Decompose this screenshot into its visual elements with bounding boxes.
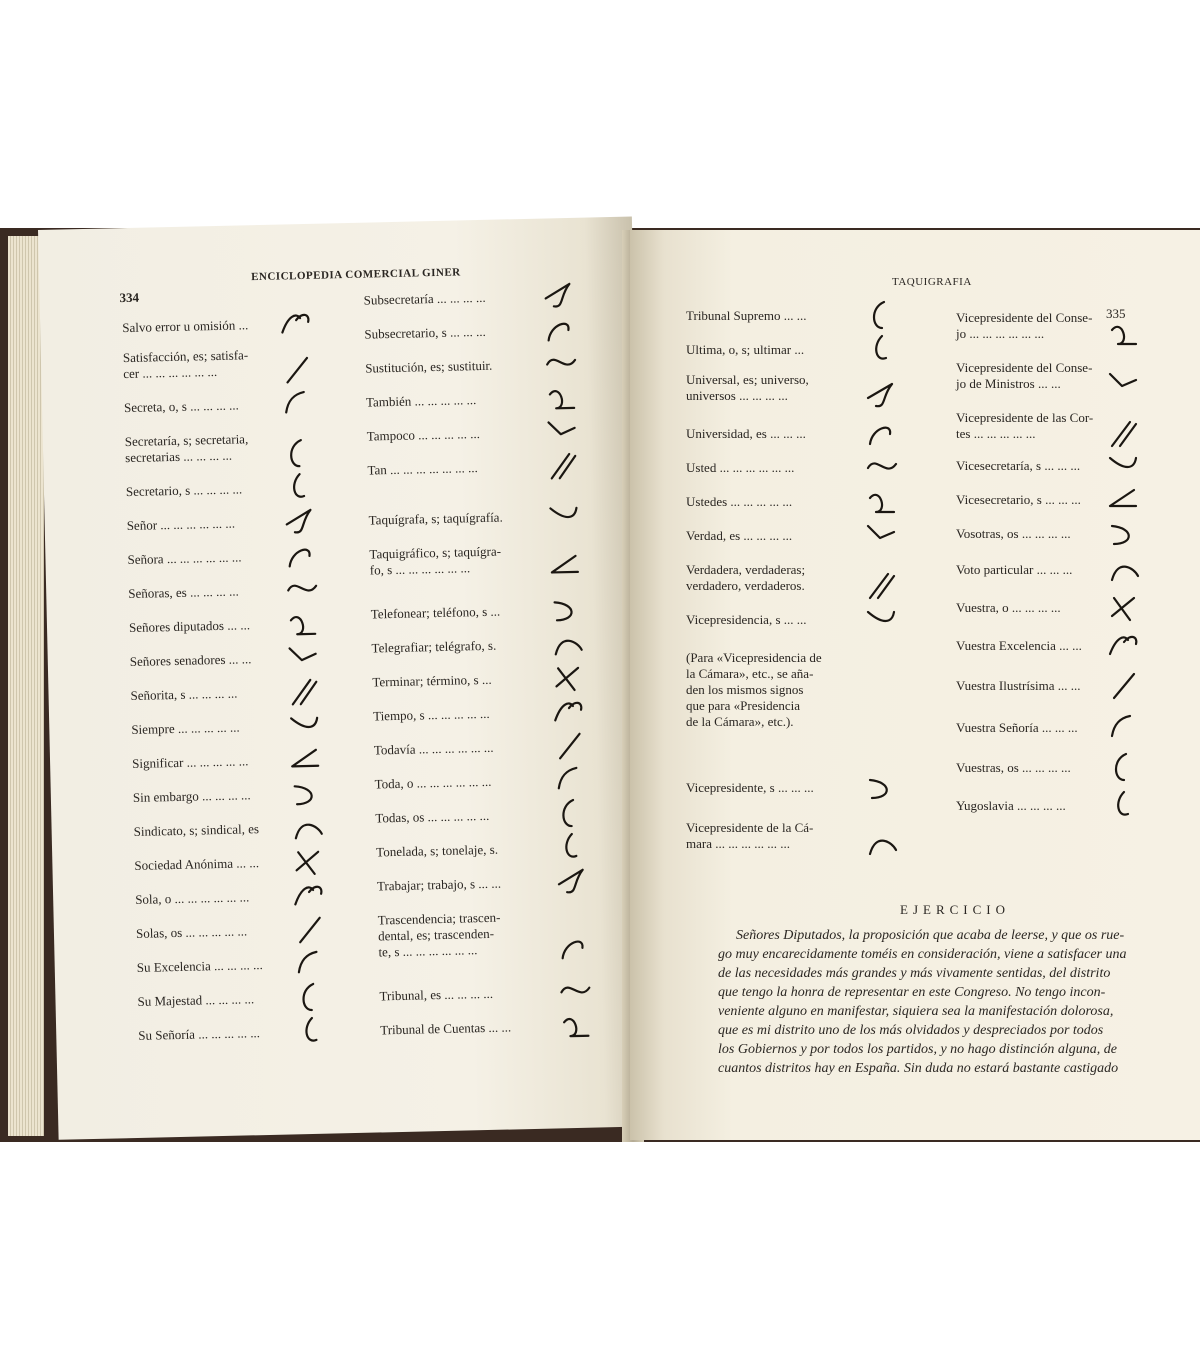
entry-line: Sindicato, s; sindical, es [133, 821, 260, 839]
entry-line: Telefonear; teléfono, s ... [370, 603, 501, 622]
entry-term [956, 600, 1061, 616]
shorthand-sign-icon [862, 332, 902, 366]
entry-term [134, 855, 259, 874]
entry-line: Señorita, s ... ... ... ... [130, 685, 238, 704]
right-page [630, 230, 1200, 1140]
entry-term [366, 392, 477, 410]
entry-line: Señor ... ... ... ... ... ... [126, 515, 236, 534]
shorthand-sign-icon [1104, 590, 1144, 624]
entry-term [128, 584, 239, 603]
shorthand-sign-icon [1104, 416, 1144, 450]
shorthand-sign-icon [280, 504, 321, 539]
shorthand-sign-icon [544, 498, 585, 533]
entry-line: Vicepresidencia, s ... ... [686, 612, 807, 627]
entry-term [686, 308, 807, 324]
page-number: 334 [119, 289, 140, 306]
running-header: ENCICLOPEDIA COMERCIAL GINER [250, 266, 461, 284]
entry-line: Usted ... ... ... ... ... ... [686, 460, 795, 475]
entry-term [131, 720, 240, 738]
entry-term [686, 650, 822, 730]
entry-line: Su Excelencia ... ... ... ... [136, 957, 263, 975]
entry-term [686, 494, 792, 510]
entry-term [686, 528, 792, 544]
shorthand-sign-icon [1104, 516, 1144, 550]
entry-term [373, 706, 490, 725]
exercise-line: go muy encarecidamente toméis en consideración, viene a satisfacer una [718, 947, 1127, 962]
exercise-line: de las necesidades más grandes y más vivamente sentidas, del distrito [718, 966, 1111, 981]
entry-line: Vuestra Ilustrísima ... ... [956, 678, 1081, 693]
entry-term [371, 638, 496, 657]
shorthand-sign-icon [862, 602, 902, 636]
entry-line: Tribunal Supremo ... ... [686, 308, 807, 323]
entry-line: Señoras, es ... ... ... ... [128, 583, 239, 602]
entry-term [374, 740, 494, 759]
entry-term [956, 458, 1080, 474]
entry-line: Significar ... ... ... ... ... [131, 753, 249, 771]
entry-term [956, 492, 1081, 508]
entry-line: Vicepresidente de la Cá- [686, 820, 814, 835]
entry-line: Vuestra Excelencia ... ... [956, 638, 1082, 653]
shorthand-sign-icon [1104, 366, 1144, 400]
entry-line: Verdad, es ... ... ... ... [686, 528, 793, 543]
shorthand-sign-icon [291, 980, 332, 1015]
entry-term [127, 516, 236, 534]
entry-line: Vosotras, os ... ... ... ... [956, 526, 1071, 541]
shorthand-sign-icon [543, 448, 584, 483]
entry-line: Yugoslavia ... ... ... ... [956, 798, 1066, 813]
entry-term [123, 347, 249, 382]
entry-line: Su Señoría ... ... ... ... ... [138, 1025, 261, 1043]
entry-line: Señores senadores ... ... [129, 651, 252, 670]
entry-line: Telegrafiar; telégrafo, s. [371, 637, 497, 656]
entry-line: Salvo error u omisión ... [122, 317, 249, 336]
entry-line: Solas, os ... ... ... ... ... [135, 923, 248, 941]
shorthand-sign-icon [1104, 668, 1144, 702]
entry-term [369, 544, 501, 579]
entry-line: que para «Presidencia [686, 698, 801, 713]
shorthand-sign-icon [1104, 316, 1144, 350]
entry-line: Tonelada, s; tonelaje, s. [376, 841, 499, 860]
shorthand-sign-icon [1104, 710, 1144, 744]
entry-line: Vuestra, o ... ... ... ... [956, 600, 1061, 615]
entry-line: fo, s ... ... ... ... ... ... [369, 560, 471, 578]
entry-line: Sin embargo ... ... ... ... [132, 787, 251, 805]
shorthand-sign-icon [862, 378, 902, 412]
entry-term [956, 562, 1072, 578]
entry-line: jo de Ministros ... ... [956, 376, 1061, 391]
entry-term [956, 410, 1093, 442]
shorthand-sign-icon [292, 1014, 333, 1049]
entry-line: Terminar; término, s ... [372, 671, 492, 690]
shorthand-sign-icon [281, 538, 322, 573]
entry-term [377, 876, 501, 895]
entry-line: jo ... ... ... ... ... ... [956, 326, 1045, 341]
entry-term [379, 986, 493, 1005]
entry-term [378, 910, 502, 961]
entry-term [956, 678, 1081, 694]
entry-line: Tiempo, s ... ... ... ... ... [372, 705, 490, 724]
exercise-line: que tengo la honra de representar en este Congreso. No tengo incon- [718, 985, 1106, 1000]
entry-line: Sustitución, es; sustituir. [365, 357, 493, 376]
entry-line: Ustedes ... ... ... ... ... [686, 494, 793, 509]
entry-term [134, 821, 260, 840]
entry-line: Satisfacción, es; satisfa- [122, 347, 249, 366]
entry-line: Sola, o ... ... ... ... ... ... [135, 889, 250, 907]
entry-term [956, 720, 1078, 736]
shorthand-sign-icon [290, 946, 331, 981]
entry-line: Señores diputados ... ... [128, 617, 251, 636]
shorthand-sign-icon [862, 826, 902, 860]
shorthand-sign-icon [862, 416, 902, 450]
entry-term [956, 760, 1071, 776]
shorthand-sign-icon [539, 278, 580, 313]
entry-term [956, 310, 1092, 342]
running-header: TAQUIGRAFIA [892, 276, 972, 288]
shorthand-sign-icon [279, 436, 320, 471]
entry-line: Secretaría, s; secretaria, [124, 431, 249, 450]
entry-line: Tampoco ... ... ... ... ... [366, 426, 481, 444]
entry-term [132, 753, 249, 772]
entry-line: de la Cámara», etc.). [686, 714, 794, 729]
shorthand-sign-icon [862, 568, 902, 602]
entry-line: la Cámara», etc., se aña- [686, 666, 814, 681]
shorthand-sign-icon [288, 844, 329, 879]
entry-term [127, 549, 241, 568]
entry-line: Vicesecretario, s ... ... ... [956, 492, 1081, 507]
shorthand-sign-icon [278, 386, 319, 421]
shorthand-sign-icon [282, 572, 323, 607]
shorthand-sign-icon [553, 864, 594, 899]
shorthand-sign-icon [290, 912, 331, 947]
entry-term [137, 991, 254, 1010]
entry-line: (Para «Vicepresidencia de [686, 650, 822, 665]
entry-line: Secretario, s ... ... ... ... [125, 481, 243, 500]
shorthand-sign-icon [862, 484, 902, 518]
entry-term [686, 460, 794, 476]
entry-line: Taquígrafa, s; taquígrafía. [368, 509, 503, 528]
entry-term [368, 510, 502, 529]
shorthand-sign-icon [552, 830, 593, 865]
exercise-line: que es mi distrito uno de los más olvidados y despreciados por todos [718, 1023, 1104, 1038]
entry-term [374, 774, 491, 793]
entry-line: Subsecretaría ... ... ... ... [363, 289, 486, 308]
entry-line: mara ... ... ... ... ... ... [686, 836, 790, 851]
shorthand-sign-icon [545, 548, 586, 583]
entry-line: Siempre ... ... ... ... ... [131, 719, 240, 738]
shorthand-sign-icon [542, 380, 583, 415]
entry-line: Trabajar; trabajo, s ... ... [376, 875, 502, 894]
entry-term [133, 787, 251, 806]
entry-line: Vicesecretaría, s ... ... ... [956, 458, 1081, 473]
entry-line: Vicepresidente del Conse- [956, 310, 1093, 325]
page-edges [8, 236, 44, 1136]
entry-term [686, 372, 809, 404]
entry-line: Taquigráfico, s; taquígra- [369, 543, 502, 562]
entry-term [125, 431, 249, 466]
entry-line: Trascendencia; trascen- [377, 909, 501, 928]
exercise-line: Señores Diputados, la proposición que acaba de leerse, y que os rue- [736, 928, 1125, 943]
shorthand-sign-icon [862, 450, 902, 484]
entry-line: den los mismos signos [686, 682, 804, 697]
entry-line: verdadero, verdaderos. [686, 578, 805, 593]
entry-term [956, 798, 1066, 814]
exercise-line: los Gobiernos y por todos los partidos, y no hago distinción alguna, de [718, 1042, 1117, 1057]
entry-term [686, 426, 806, 442]
entry-line: Universidad, es ... ... ... [686, 426, 806, 441]
entry-line: secretarias ... ... ... ... [125, 447, 233, 466]
shorthand-sign-icon [285, 708, 326, 743]
exercise-line: cuantos distritos hay en España. Sin duda no estará bastante castigado [718, 1061, 1119, 1076]
entry-line: tes ... ... ... ... ... [956, 426, 1036, 441]
shorthand-sign-icon [1104, 788, 1144, 822]
entry-term [956, 638, 1082, 654]
shorthand-sign-icon [284, 674, 325, 709]
entry-term [686, 342, 804, 358]
entry-term [380, 1019, 511, 1038]
shorthand-sign-icon [546, 592, 587, 627]
entry-line: Señora ... ... ... ... ... ... [127, 549, 242, 568]
entry-term [367, 460, 478, 478]
entry-line: También ... ... ... ... ... [365, 392, 477, 410]
shorthand-sign-icon [540, 312, 581, 347]
entry-term [372, 672, 492, 691]
shorthand-sign-icon [862, 298, 902, 332]
entry-term [376, 842, 498, 861]
shorthand-sign-icon [1104, 552, 1144, 586]
shorthand-sign-icon [549, 694, 590, 729]
entry-line: Vicepresidente, s ... ... ... [686, 780, 814, 795]
entry-term [367, 426, 481, 445]
exercise-line: veniente alguno en manifestar, siquiera sea la manifestación dolorosa, [718, 1004, 1114, 1019]
shorthand-sign-icon [541, 346, 582, 381]
entry-line: dental, es; trascenden- [377, 925, 495, 944]
shorthand-sign-icon [554, 930, 595, 965]
entry-line: Universal, es; universo, [686, 372, 809, 387]
entry-line: Tan ... ... ... ... ... ... ... [367, 460, 478, 478]
entry-line: Verdadera, verdaderas; [686, 562, 806, 577]
entry-line: Su Majestad ... ... ... ... [137, 991, 255, 1009]
shorthand-sign-icon [549, 728, 590, 763]
shorthand-sign-icon [548, 660, 589, 695]
entry-line: Vuestra Señoría ... ... ... [956, 720, 1078, 735]
shorthand-sign-icon [283, 640, 324, 675]
entry-term [364, 324, 486, 343]
shorthand-sign-icon [1104, 628, 1144, 662]
entry-line: Subsecretario, s ... ... ... [364, 323, 486, 342]
shorthand-sign-icon [287, 810, 328, 845]
entry-term [124, 397, 239, 416]
entry-line: universos ... ... ... ... [686, 388, 788, 403]
exercise-title: EJERCICIO [900, 902, 1010, 917]
shorthand-sign-icon [1104, 750, 1144, 784]
entry-line: Todas, os ... ... ... ... ... [375, 807, 490, 826]
shorthand-sign-icon [862, 770, 902, 804]
shorthand-sign-icon [1104, 448, 1144, 482]
shorthand-sign-icon [286, 742, 327, 777]
shorthand-sign-icon [277, 352, 318, 387]
entry-line: Tribunal de Cuentas ... ... [380, 1019, 512, 1038]
entry-line: Todavía ... ... ... ... ... ... [373, 739, 494, 758]
shorthand-sign-icon [283, 606, 324, 641]
entry-term [126, 481, 243, 500]
page-number: 335 [1106, 306, 1126, 321]
shorthand-sign-icon [542, 414, 583, 449]
entry-term [956, 526, 1071, 542]
exercise-text [718, 926, 1158, 1078]
entry-line: Secreta, o, s ... ... ... ... [123, 397, 240, 416]
entry-line: Vicepresidente de las Cor- [956, 410, 1094, 425]
shorthand-sign-icon [550, 762, 591, 797]
shorthand-sign-icon [1104, 482, 1144, 516]
entry-term [136, 923, 248, 942]
entry-term [130, 651, 252, 670]
entry-line: Vuestras, os ... ... ... ... [956, 760, 1071, 775]
shorthand-sign-icon [556, 1008, 597, 1043]
entry-term [686, 780, 814, 796]
left-page [38, 217, 652, 1140]
entry-term [375, 808, 489, 827]
shorthand-sign-icon [276, 306, 317, 341]
entry-term [130, 686, 237, 704]
entry-term [137, 957, 263, 976]
entry-term [686, 820, 813, 852]
entry-term [956, 360, 1092, 392]
entry-line: cer ... ... ... ... ... ... [123, 363, 218, 382]
shorthand-sign-icon [551, 796, 592, 831]
entry-line: Tribunal, es ... ... ... ... [379, 985, 494, 1004]
entry-term [686, 562, 805, 594]
entry-line: Voto particular ... ... ... [956, 562, 1073, 577]
entry-line: Toda, o ... ... ... ... ... ... [374, 773, 492, 792]
entry-term [686, 612, 807, 628]
entry-term [364, 290, 486, 309]
entry-line: Vicepresidente del Conse- [956, 360, 1093, 375]
entry-term [365, 358, 492, 377]
entry-line: Ultima, o, s; ultimar ... [686, 342, 805, 357]
entry-line: Sociedad Anónima ... ... [134, 855, 260, 873]
shorthand-sign-icon [289, 878, 330, 913]
entry-term [122, 317, 248, 336]
shorthand-sign-icon [862, 518, 902, 552]
entry-line: te, s ... ... ... ... ... ... [378, 942, 478, 960]
entry-term [129, 617, 250, 636]
shorthand-sign-icon [547, 626, 588, 661]
shorthand-sign-icon [280, 470, 321, 505]
entry-term [138, 1025, 260, 1044]
entry-term [371, 604, 501, 623]
entry-term [135, 889, 249, 908]
shorthand-sign-icon [555, 974, 596, 1009]
shorthand-sign-icon [286, 776, 327, 811]
